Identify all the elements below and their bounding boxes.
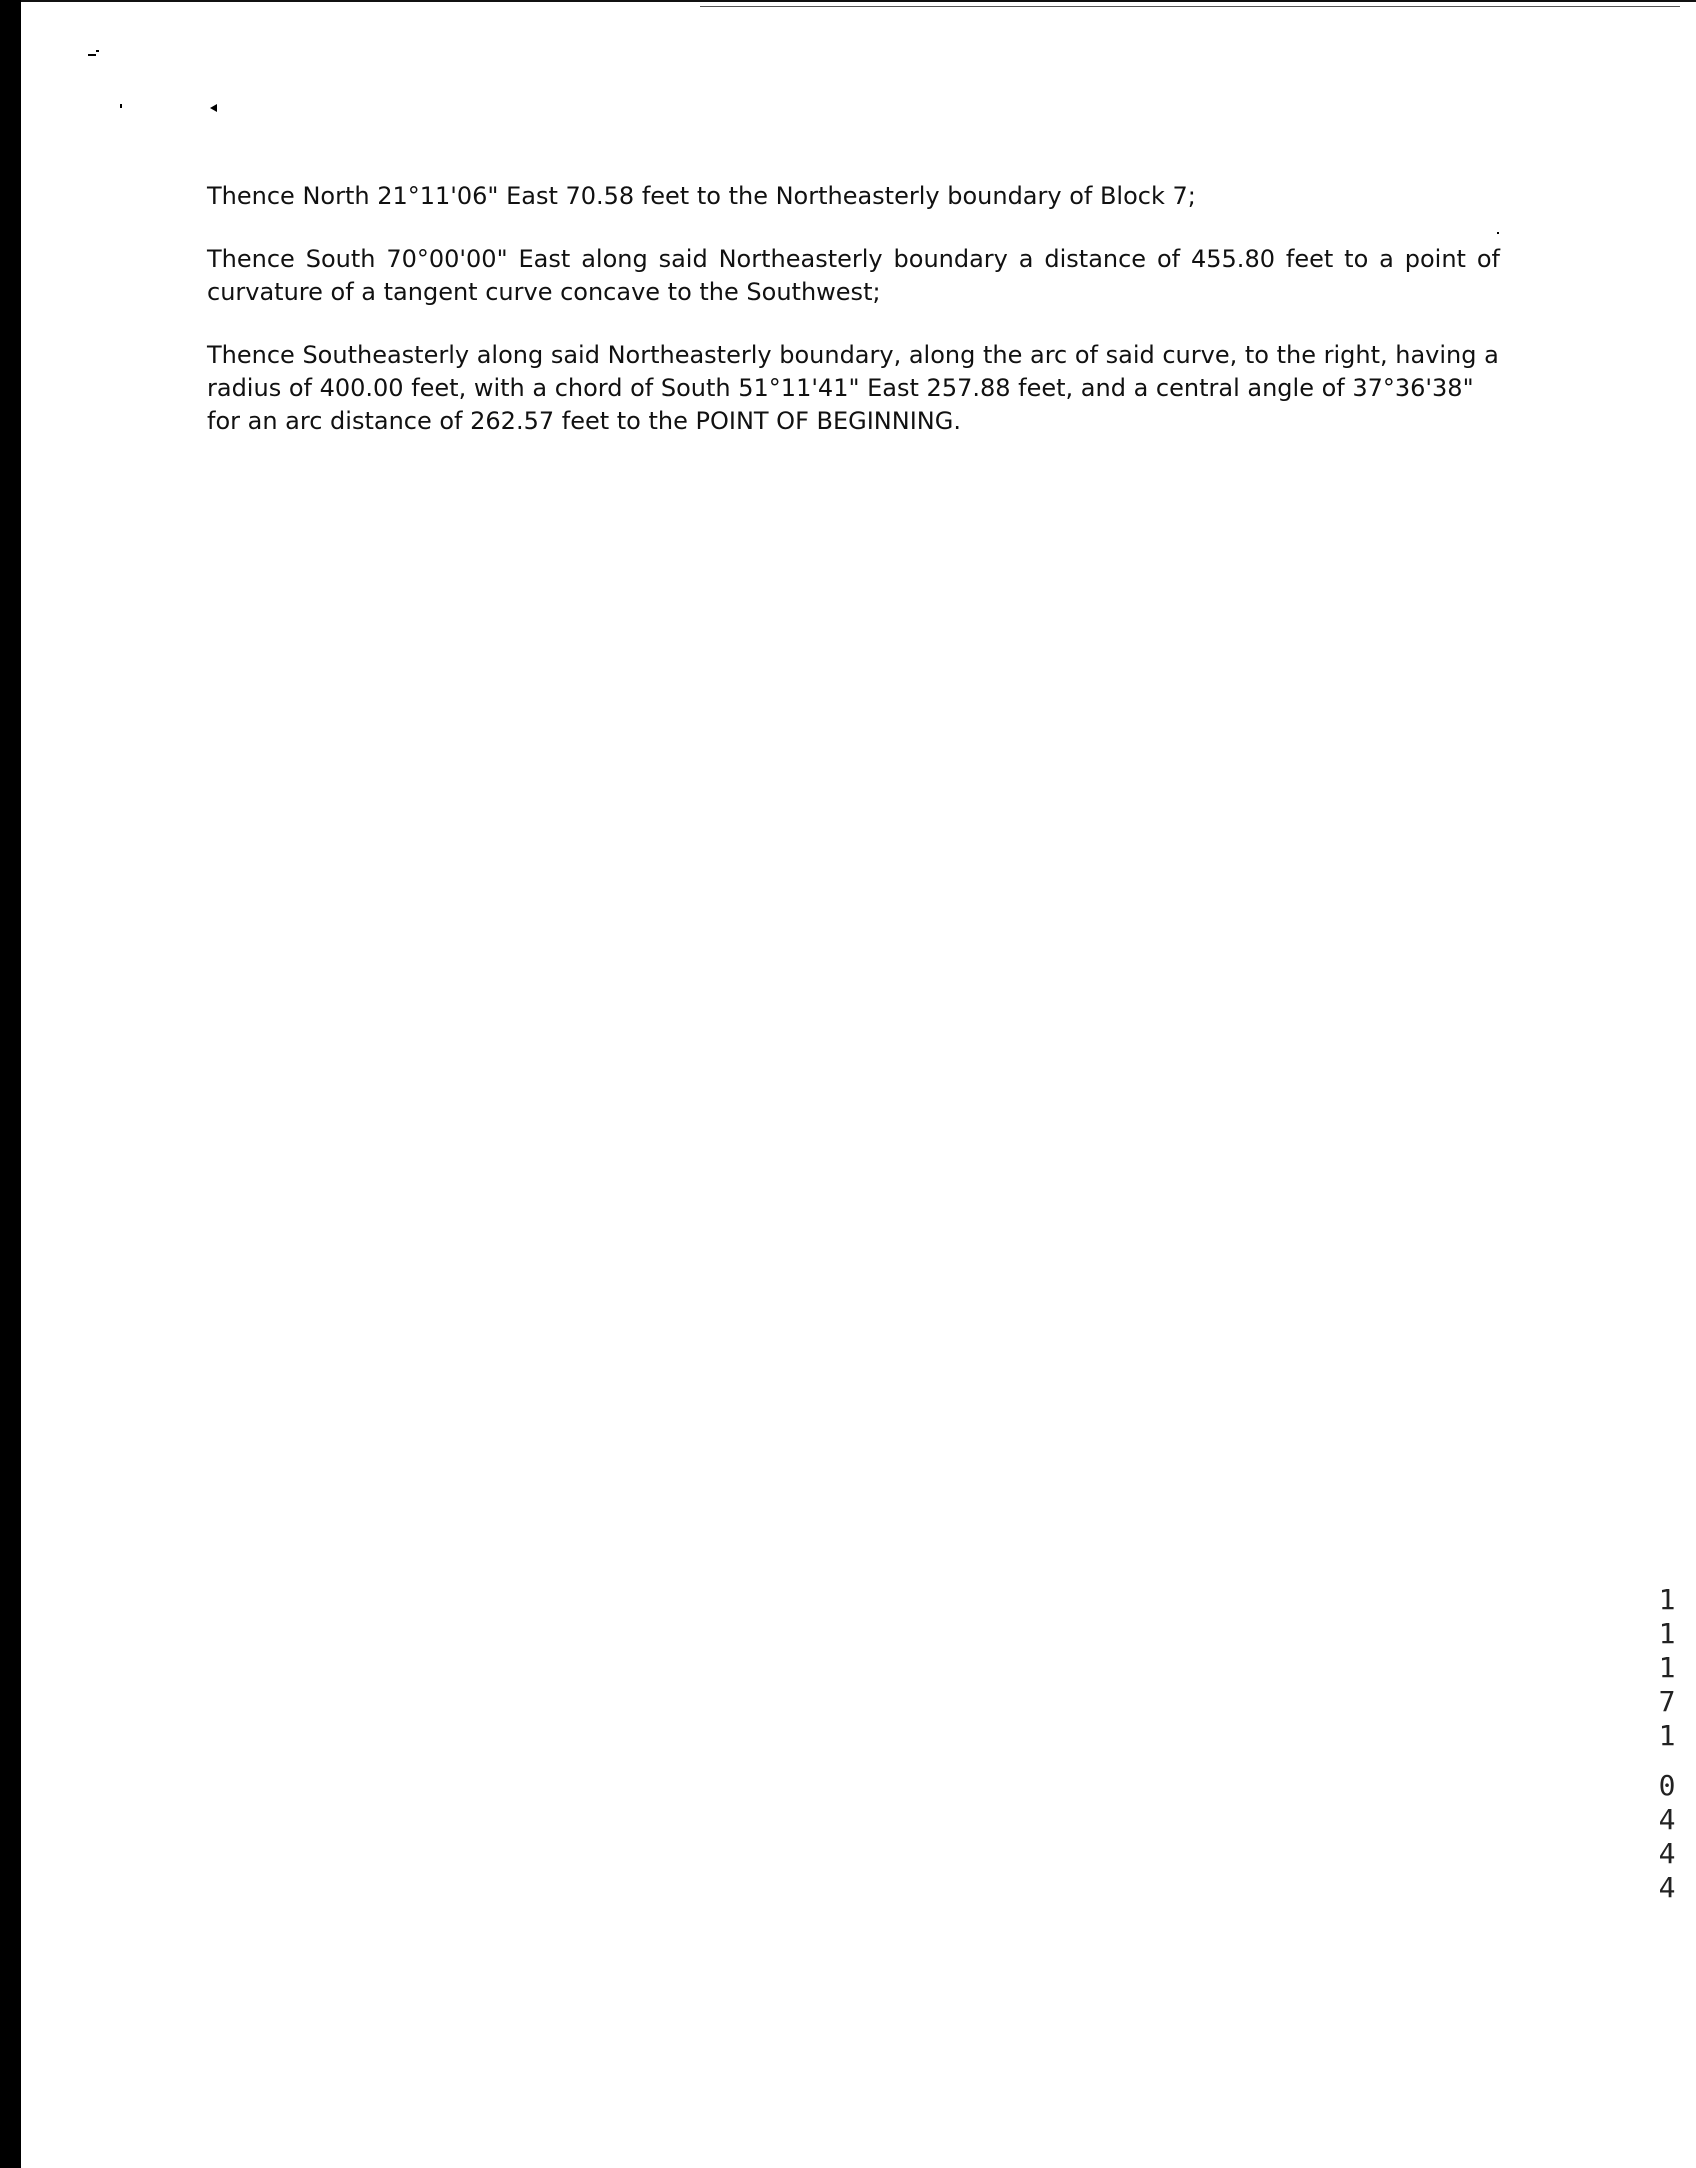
stamp-digit: 0 bbox=[1658, 1769, 1676, 1802]
stamp-digit: 1 bbox=[1658, 1719, 1676, 1752]
stamp-digit: 7 bbox=[1658, 1685, 1676, 1718]
scan-top-line bbox=[700, 6, 1680, 7]
stamp-gap bbox=[1650, 1753, 1684, 1769]
stamp-digit: 4 bbox=[1658, 1871, 1676, 1904]
stamp-digit: 1 bbox=[1658, 1583, 1676, 1616]
stamp-digit: 1 bbox=[1658, 1651, 1676, 1684]
stamp-digit: 4 bbox=[1658, 1803, 1676, 1836]
paragraph-3: Thence Southeasterly along said Northeasterly boundary, along the arc of said curve, to the right, having a radius of 400.00 feet, with a chord of South 51°11'41" East 257.88 feet, and a central angle of 37°36'38" for an arc distance of 262.57 feet to the POINT OF BEGINNING. bbox=[207, 341, 1499, 435]
scan-speck bbox=[96, 50, 99, 52]
legal-description bbox=[207, 180, 1500, 468]
paragraph-1: Thence North 21°11'06" East 70.58 feet to the Northeasterly boundary of Block 7; bbox=[207, 182, 1196, 210]
scan-speck bbox=[120, 104, 122, 108]
scan-top-edge bbox=[21, 0, 1696, 2]
scan-arrow-mark bbox=[210, 104, 217, 112]
margin-page-stamp bbox=[1650, 1583, 1684, 1905]
stamp-digit: 4 bbox=[1658, 1837, 1676, 1870]
scan-speck bbox=[88, 54, 96, 56]
paragraph-2: Thence South 70°00'00" East along said Northeasterly boundary a distance of 455.80 feet to a point of curvature of a tangent curve concave to the Southwest; bbox=[207, 245, 1500, 306]
scan-edge-bar bbox=[0, 0, 21, 2168]
stamp-digit: 1 bbox=[1658, 1617, 1676, 1650]
